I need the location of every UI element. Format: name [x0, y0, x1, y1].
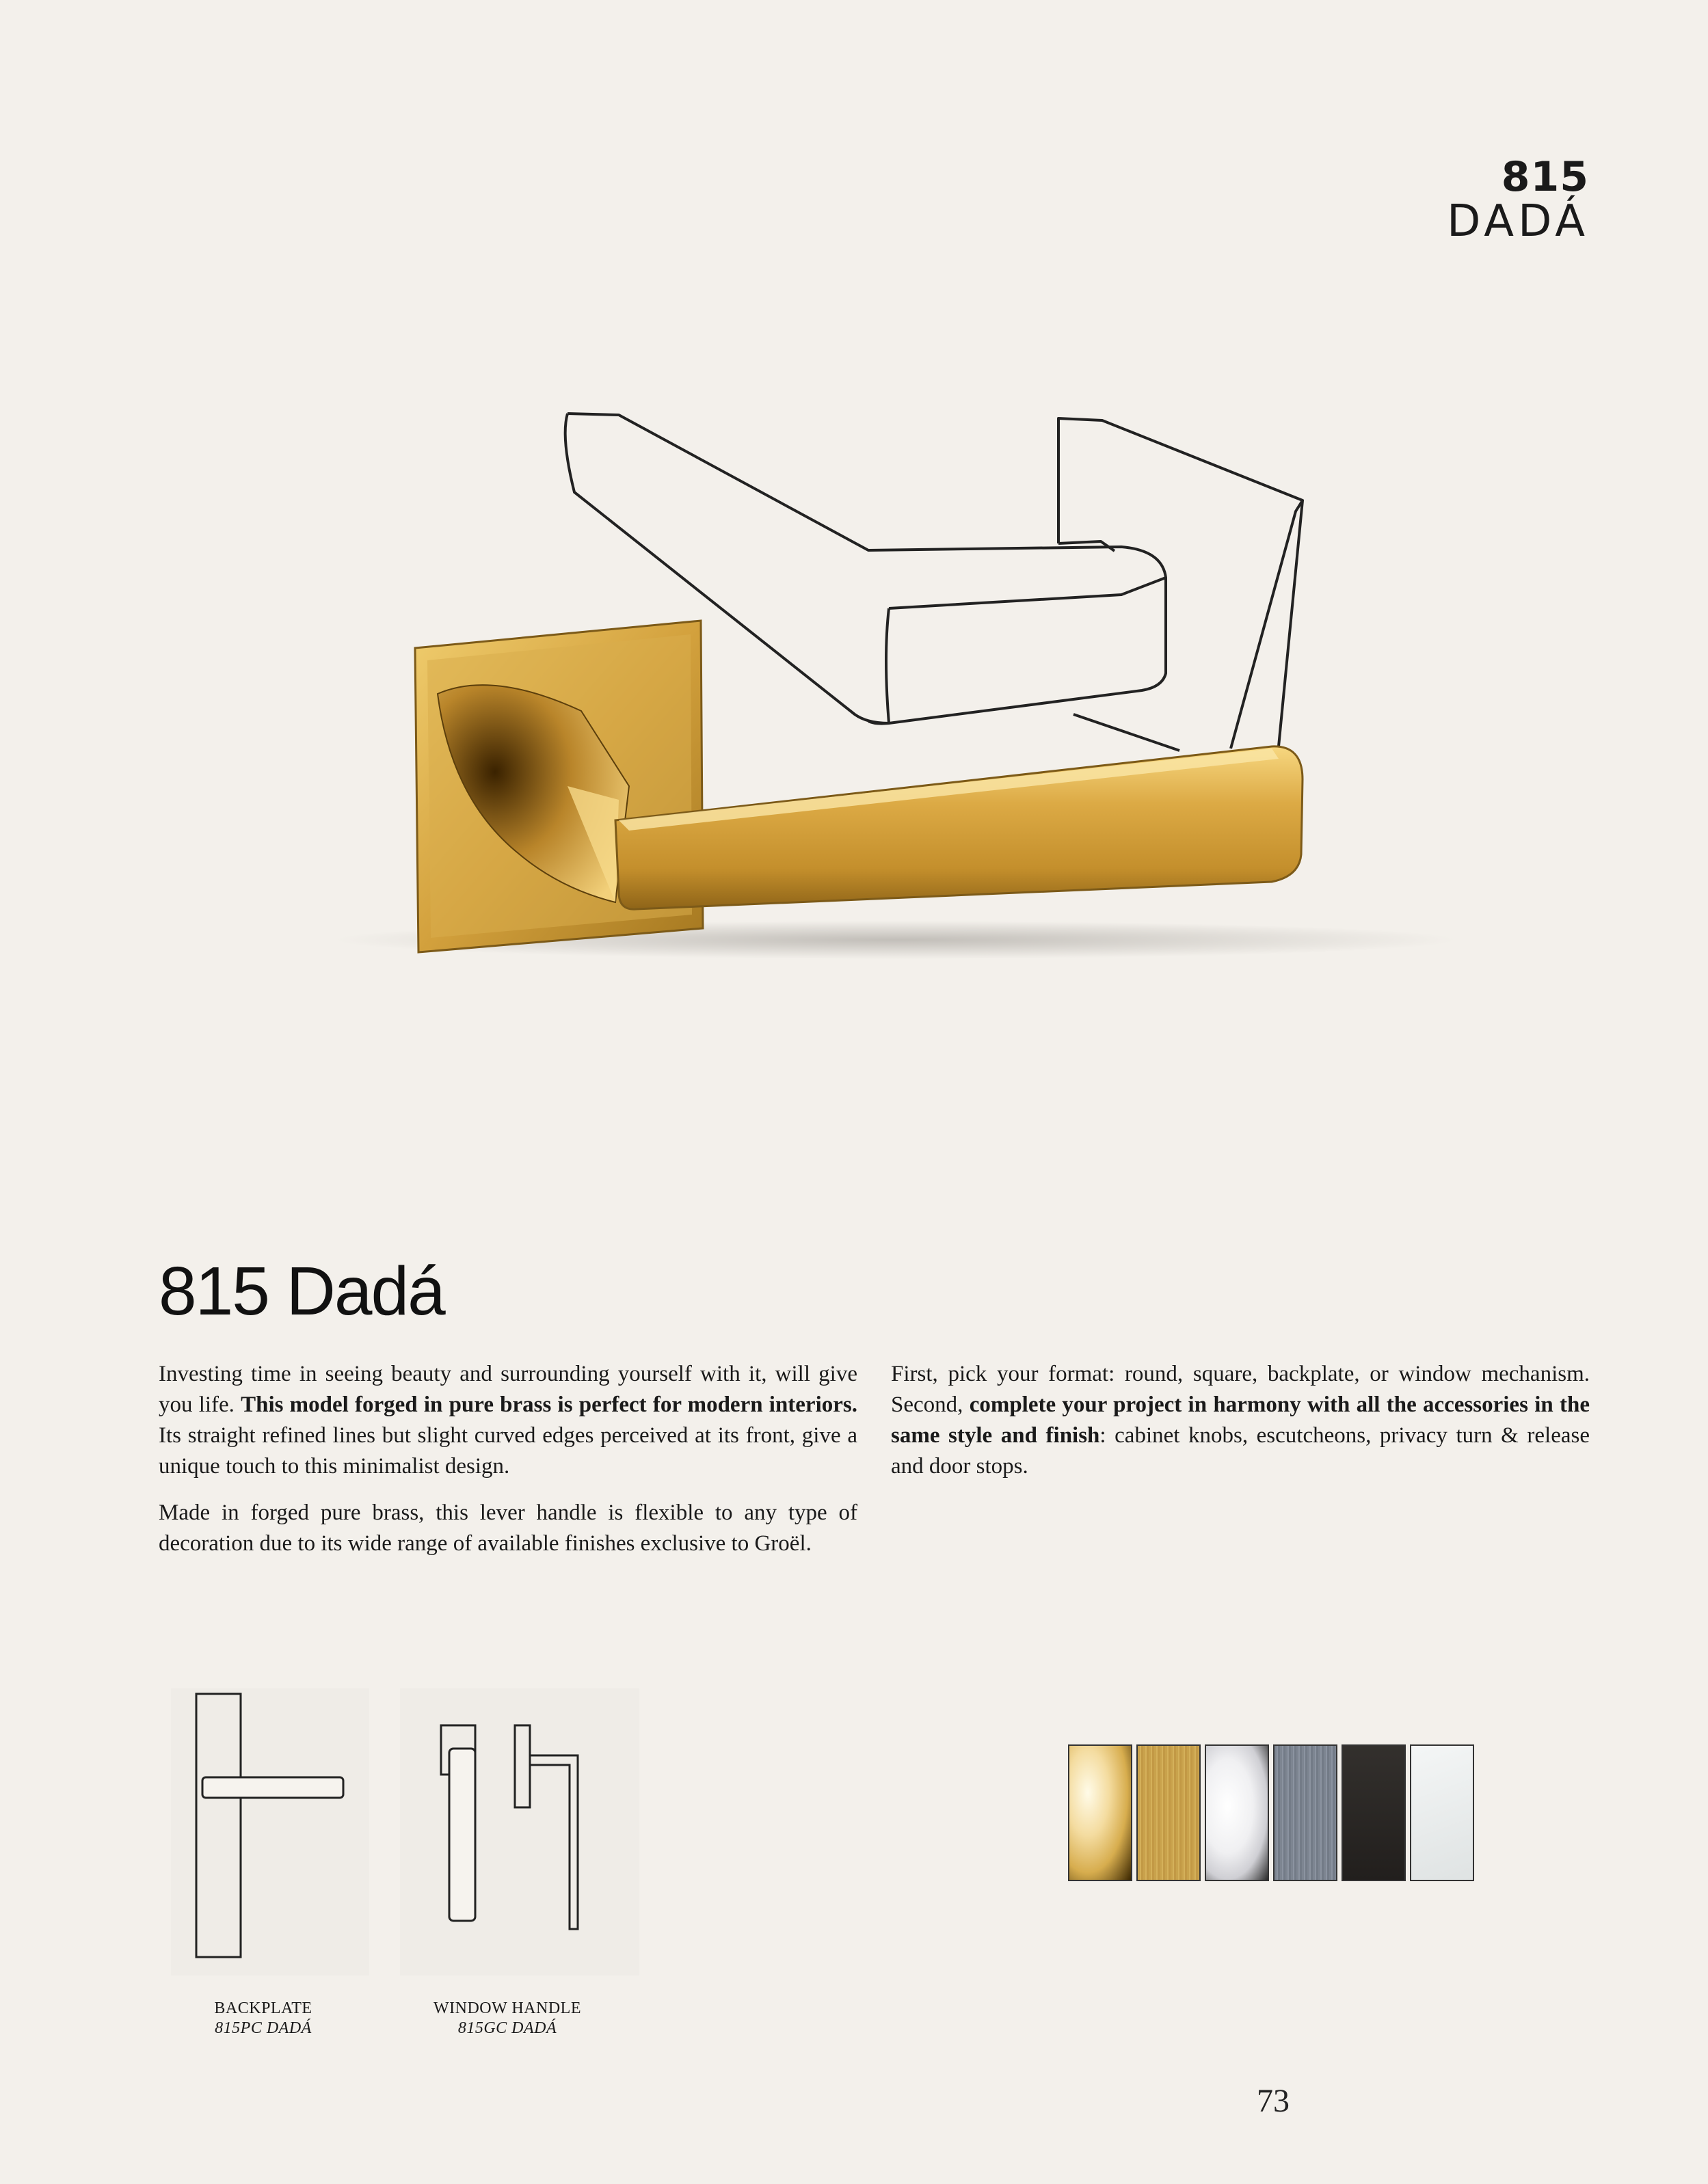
product-hero-image	[294, 396, 1552, 984]
gold-lever-arm	[615, 746, 1303, 909]
window-handle-drawing	[400, 1688, 639, 1976]
swatch-satin-nickel	[1273, 1744, 1337, 1881]
model-name: DADÁ	[1447, 196, 1589, 247]
model-heading	[1447, 153, 1589, 247]
description-left	[159, 1359, 857, 1575]
window-handle-label: WINDOW HANDLE	[433, 1999, 581, 2017]
paragraph-3: First, pick your format: round, square, backplate, or window mechanism. Second, complete your project in harmony with all the accessories in the same style and finish: cabinet knobs, escutcheons, privacy turn & release and door stops.	[891, 1362, 1590, 1479]
paragraph-2: Made in forged pure brass, this lever handle is flexible to any type of decoration due to its wide range of available finishes exclusive to Groël.	[159, 1500, 857, 1556]
backplate-label: BACKPLATE	[214, 1999, 312, 2017]
swatch-satin-gold	[1136, 1744, 1201, 1881]
description-right	[891, 1359, 1590, 1498]
swatch-polished-gold	[1068, 1744, 1132, 1881]
backplate-drawing	[171, 1688, 369, 1976]
backplate-code: 815PC DADÁ	[215, 2019, 312, 2037]
page-title: 815 Dadá	[159, 1253, 444, 1330]
swatch-matt-black	[1342, 1744, 1406, 1881]
swatch-polished-chrome	[1205, 1744, 1269, 1881]
window-handle-code: 815GC DADÁ	[457, 2019, 557, 2037]
model-code: 815	[1501, 153, 1589, 201]
backplate-caption	[161, 1999, 366, 2038]
finish-swatches	[1068, 1744, 1474, 1881]
window-handle-caption	[405, 1999, 610, 2038]
swatch-matt-white	[1410, 1744, 1474, 1881]
paragraph-1: Investing time in seeing beauty and surrounding yourself with it, will give you life. This model forged in pure brass is perfect for modern interiors. Its straight refined lines but slight curved edges perceived at its front, give a unique touch to this minimalist design.	[159, 1362, 857, 1479]
page-number: 73	[1257, 2083, 1290, 2119]
